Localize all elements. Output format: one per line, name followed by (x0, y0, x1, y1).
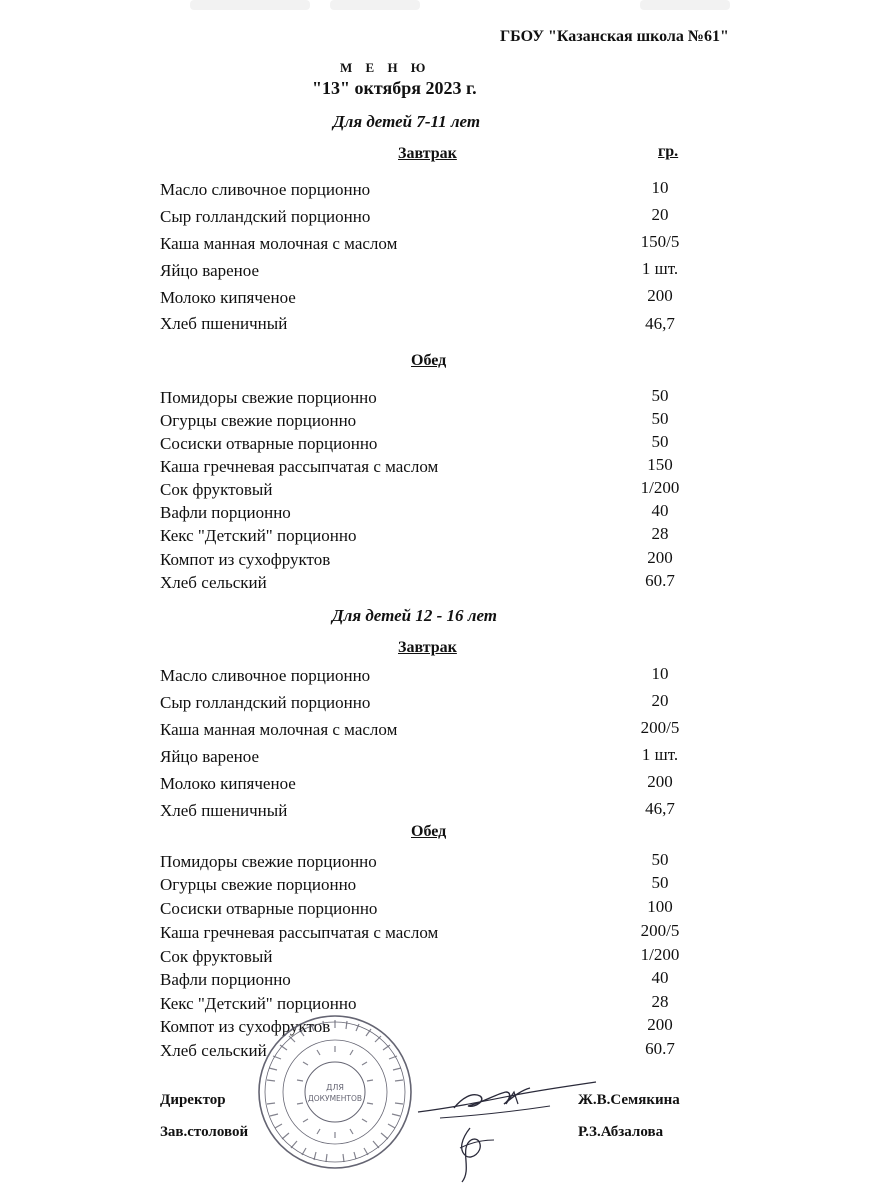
meal-title-breakfast: Завтрак (398, 639, 457, 656)
menu-item-qty: 40 (651, 968, 669, 987)
menu-item-qty: 50 (651, 409, 669, 428)
menu-item-name: Каша гречневая рассыпчатая с маслом (160, 457, 439, 476)
menu-item-qty: 20 (651, 205, 669, 224)
menu-item-row (160, 945, 700, 967)
svg-text:ДОКУМЕНТОВ: ДОКУМЕНТОВ (307, 1094, 363, 1103)
menu-item-row (160, 664, 700, 686)
menu-item-name: Яйцо вареное (160, 747, 260, 766)
menu-item-name: Огурцы свежие порционно (160, 411, 357, 430)
menu-item-row (160, 571, 700, 593)
menu-item-qty: 150/5 (640, 232, 680, 251)
menu-item-name: Хлеб пшеничный (160, 801, 288, 820)
age-group-title: Для детей 7-11 лет (333, 112, 481, 131)
menu-item-qty: 46,7 (645, 314, 675, 333)
menu-item-row (160, 873, 700, 895)
menu-item-name: Компот из сухофруктов (160, 1017, 331, 1036)
canteen-head-name: Р.З.Абзалова (578, 1124, 664, 1140)
menu-item-qty: 46,7 (645, 799, 675, 818)
meal-title-lunch: Обед (411, 352, 447, 369)
signature-icon (410, 1078, 600, 1188)
menu-item-row (160, 968, 700, 990)
menu-item-qty: 60.7 (645, 571, 675, 590)
menu-item-row (160, 850, 700, 872)
menu-item-row (160, 548, 700, 570)
menu-item-row (160, 178, 700, 200)
menu-item-name: Масло сливочное порционно (160, 666, 371, 685)
units-header: гр. (658, 143, 679, 160)
menu-item-row (160, 772, 700, 794)
menu-item-name: Помидоры свежие порционно (160, 388, 377, 407)
menu-item-qty: 50 (651, 386, 669, 405)
menu-item-name: Масло сливочное порционно (160, 180, 371, 199)
scan-artifact (330, 0, 420, 10)
menu-item-name: Хлеб сельский (160, 573, 267, 592)
menu-item-row (160, 921, 700, 943)
menu-item-name: Помидоры свежие порционно (160, 852, 377, 871)
menu-item-name: Каша гречневая рассыпчатая с маслом (160, 923, 439, 942)
menu-item-row (160, 718, 700, 740)
menu-item-row (160, 386, 700, 408)
menu-item-qty: 28 (651, 992, 669, 1011)
menu-item-qty: 200/5 (640, 921, 680, 940)
meal-title-lunch: Обед (411, 823, 447, 840)
menu-item-name: Кекс "Детский" порционно (160, 526, 357, 545)
menu-item-qty: 10 (651, 664, 669, 683)
menu-item-name: Компот из сухофруктов (160, 550, 331, 569)
menu-item-name: Молоко кипяченое (160, 774, 296, 793)
menu-item-row (160, 1015, 700, 1037)
menu-item-name: Сок фруктовый (160, 480, 273, 499)
menu-item-qty: 28 (651, 524, 669, 543)
meal-title-breakfast: Завтрак (398, 145, 457, 162)
menu-item-name: Огурцы свежие порционно (160, 875, 357, 894)
menu-item-qty: 1 шт. (641, 745, 679, 764)
menu-item-qty: 1/200 (640, 945, 680, 964)
menu-item-row (160, 286, 700, 308)
menu-date: "13" октября 2023 г. (312, 78, 477, 98)
menu-item-name: Вафли порционно (160, 503, 291, 522)
menu-item-row (160, 432, 700, 454)
canteen-head-label: Зав.столовой (160, 1124, 249, 1140)
menu-item-name: Сосиски отварные порционно (160, 434, 378, 453)
menu-item-qty: 1 шт. (641, 259, 679, 278)
menu-item-row (160, 478, 700, 500)
menu-item-qty: 150 (647, 455, 673, 474)
menu-item-row (160, 312, 700, 334)
menu-item-row (160, 232, 700, 254)
scan-artifact (640, 0, 730, 10)
menu-item-name: Сыр голландский порционно (160, 693, 371, 712)
menu-item-name: Хлеб пшеничный (160, 314, 288, 333)
menu-item-qty: 40 (651, 501, 669, 520)
menu-heading: М Е Н Ю (340, 60, 431, 75)
svg-text:ДЛЯ: ДЛЯ (326, 1083, 344, 1092)
menu-item-name: Молоко кипяченое (160, 288, 296, 307)
menu-item-qty: 100 (647, 897, 673, 916)
menu-item-qty: 200 (647, 548, 673, 567)
menu-item-qty: 50 (651, 432, 669, 451)
menu-item-qty: 1/200 (640, 478, 680, 497)
director-label: Директор (160, 1092, 226, 1108)
scan-artifact (190, 0, 310, 10)
menu-item-qty: 10 (651, 178, 669, 197)
menu-item-row (160, 259, 700, 281)
menu-item-qty: 200/5 (640, 718, 680, 737)
menu-item-name: Каша манная молочная с маслом (160, 234, 398, 253)
official-stamp-icon (255, 1012, 415, 1172)
organization-name: ГБОУ "Казанская школа №61" (500, 28, 729, 45)
menu-item-row (160, 1039, 700, 1061)
menu-item-qty: 60.7 (645, 1039, 675, 1058)
menu-item-row (160, 691, 700, 713)
menu-item-row (160, 455, 700, 477)
menu-item-qty: 50 (651, 873, 669, 892)
menu-item-name: Кекс "Детский" порционно (160, 994, 357, 1013)
menu-item-qty: 20 (651, 691, 669, 710)
menu-item-row (160, 409, 700, 431)
menu-item-qty: 50 (651, 850, 669, 869)
menu-item-name: Вафли порционно (160, 970, 291, 989)
menu-item-name: Яйцо вареное (160, 261, 260, 280)
menu-item-name: Сыр голландский порционно (160, 207, 371, 226)
menu-item-row (160, 992, 700, 1014)
menu-item-row (160, 745, 700, 767)
menu-item-row (160, 501, 700, 523)
menu-item-qty: 200 (647, 286, 673, 305)
age-group-title: Для детей 12 - 16 лет (332, 606, 498, 625)
menu-item-row (160, 799, 700, 821)
menu-item-name: Сок фруктовый (160, 947, 273, 966)
menu-item-name: Хлеб сельский (160, 1041, 267, 1060)
menu-item-qty: 200 (647, 772, 673, 791)
director-name: Ж.В.Семякина (578, 1092, 680, 1108)
menu-item-row (160, 205, 700, 227)
menu-item-row (160, 897, 700, 919)
menu-item-qty: 200 (647, 1015, 673, 1034)
menu-item-row (160, 524, 700, 546)
menu-item-name: Сосиски отварные порционно (160, 899, 378, 918)
menu-item-name: Каша манная молочная с маслом (160, 720, 398, 739)
